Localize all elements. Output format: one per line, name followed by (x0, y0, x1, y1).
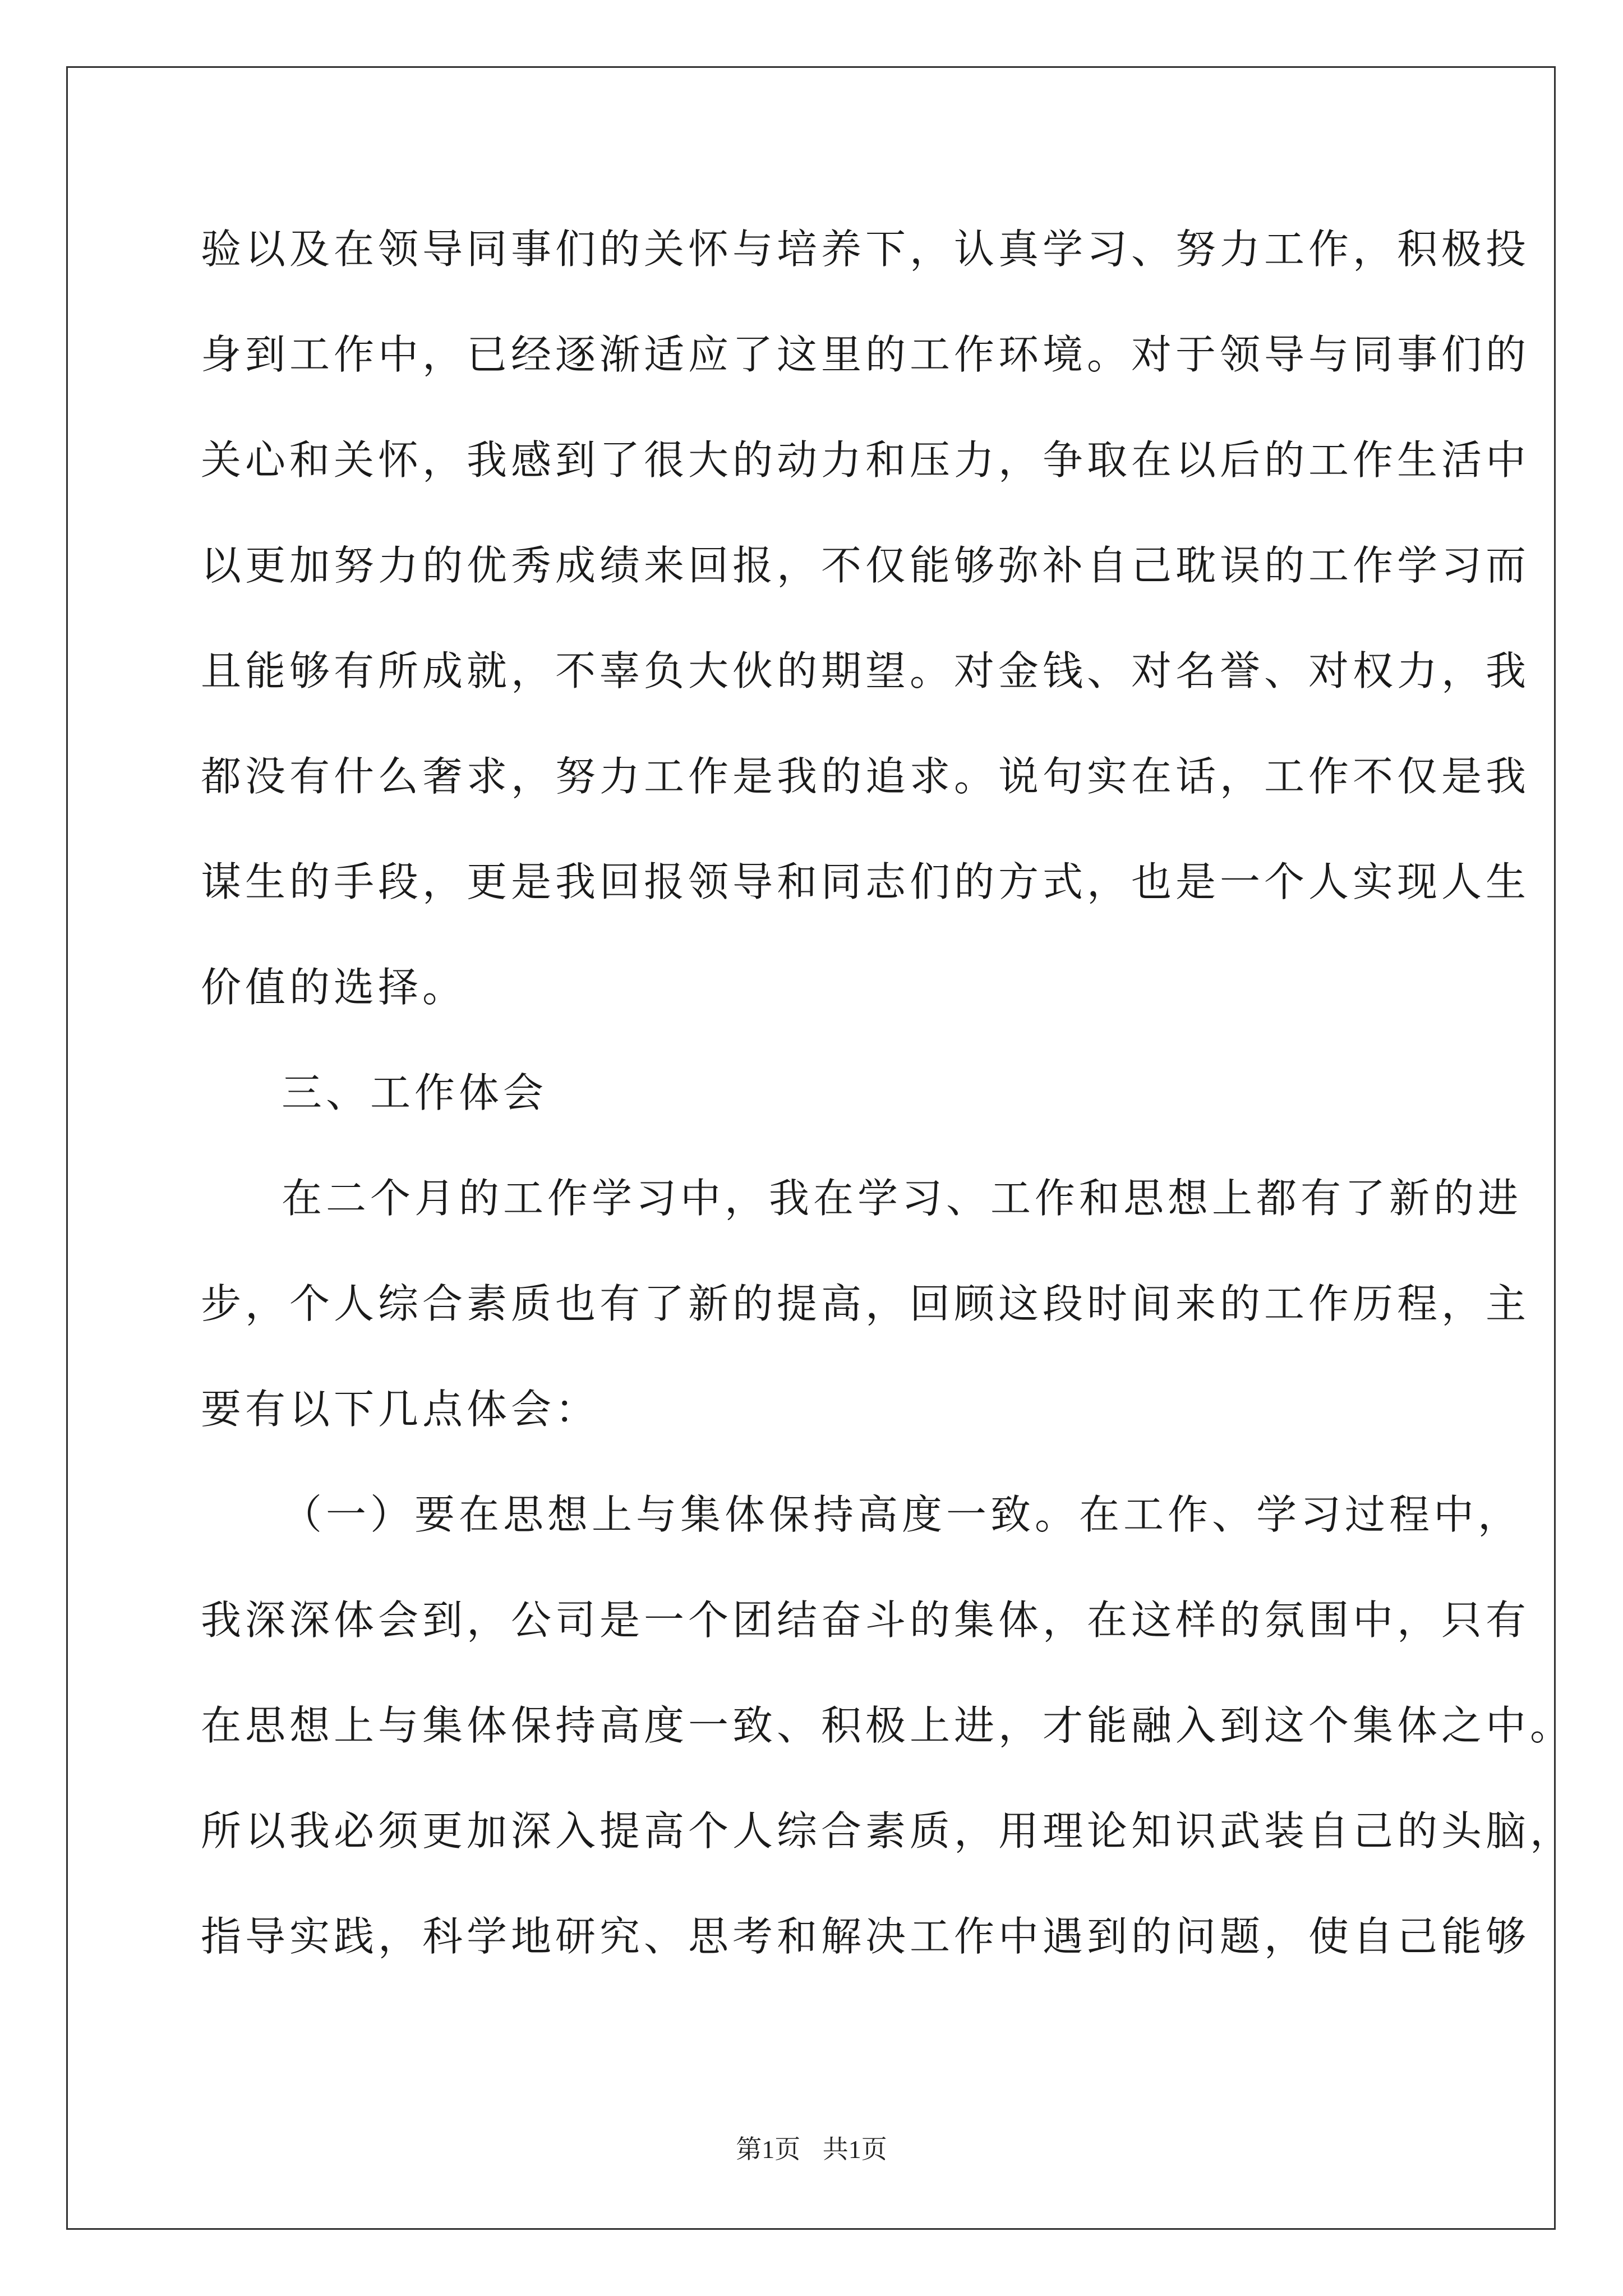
body-line: 指导实践，科学地研究、思考和解决工作中遇到的问题，使自己能够 (201, 1913, 1530, 1960)
body-line: 价值的选择。 (201, 964, 467, 1011)
body-line: 身到工作中，已经逐渐适应了这里的工作环境。对于领导与同事们的 (201, 331, 1530, 378)
body-line: 关心和关怀，我感到了很大的动力和压力，争取在以后的工作生活中 (201, 436, 1530, 484)
body-line: 要有以下几点体会： (201, 1386, 600, 1433)
body-line: 且能够有所成就，不辜负大伙的期望。对金钱、对名誉、对权力，我 (201, 647, 1530, 694)
total-pages: 共1页 (822, 2135, 887, 2164)
body-line: 都没有什么奢求，努力工作是我的追求。说句实在话，工作不仅是我 (201, 753, 1530, 800)
body-line: 在思想上与集体保持高度一致、积极上进，才能融入到这个集体之中。 (201, 1702, 1575, 1749)
body-line: 谋生的手段，更是我回报领导和同志们的方式，也是一个人实现人生 (201, 858, 1530, 905)
subsection-heading-line: （一）要在思想上与集体保持高度一致。在工作、学习过程中， (282, 1491, 1523, 1538)
page-footer (0, 2129, 1623, 2166)
section-heading: 三、工作体会 (282, 1069, 548, 1116)
body-line: 以更加努力的优秀成绩来回报，不仅能够弥补自己耽误的工作学习而 (201, 542, 1530, 589)
body-line: 步，个人综合素质也有了新的提高，回顾这段时间来的工作历程，主 (201, 1280, 1530, 1327)
body-line: 验以及在领导同事们的关怀与培养下，认真学习、努力工作，积极投 (201, 226, 1530, 273)
body-line: 我深深体会到，公司是一个团结奋斗的集体，在这样的氛围中，只有 (201, 1596, 1530, 1644)
body-line: 所以我必须更加深入提高个人综合素质，用理论知识武装自己的头脑， (201, 1807, 1575, 1855)
page-number: 第1页 (736, 2135, 801, 2164)
document-body (201, 196, 1575, 1989)
paragraph-first-line: 在二个月的工作学习中，我在学习、工作和思想上都有了新的进 (282, 1175, 1523, 1222)
